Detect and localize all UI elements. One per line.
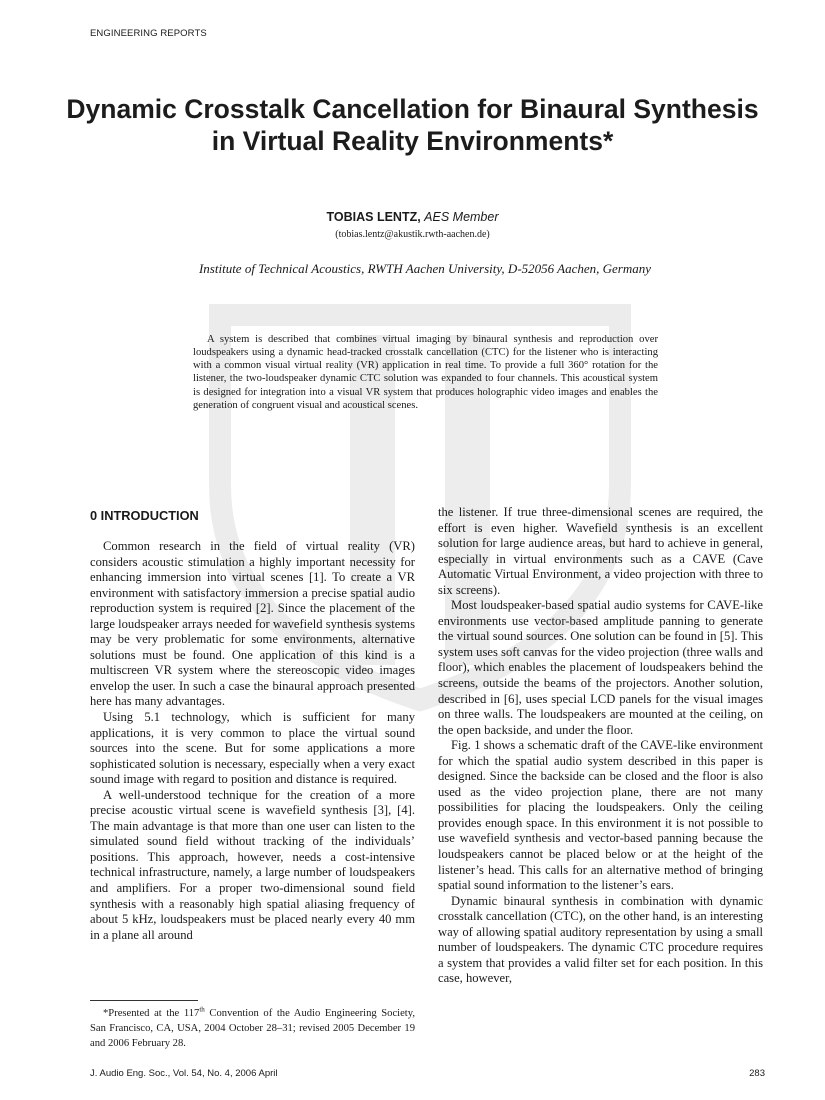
paper-title: Dynamic Crosstalk Cancellation for Binaural Synthesis in Virtual Reality Environments* bbox=[66, 94, 759, 156]
paragraph: Common research in the field of virtual reality (VR) considers acoustic stimulation a highly important necessity for enhancing immersion into virtual scenes [1]. To create a VR environment with satisfactory immersion a precise spatial audio reproduction system is required [2]. Since the placement of the large loudspeaker arrays needed for wavefield synthesis systems may be very problematic for some environments, alternative solutions must be found. One application of this kind is a multiscreen VR system where the stereoscopic video images envelop the user. In such a case the binaural approach presented here has many advantages. bbox=[90, 539, 415, 709]
right-column bbox=[438, 505, 763, 987]
paragraph: A well-understood technique for the creation of a more precise acoustic virtual scene is wavefield synthesis [3], [4]. The main advantage is that more than one user can listen to the simulated sound field without tracking of the individuals’ positions. This approach, however, needs a cost-intensive technical infrastructure, namely, a large number of loudspeakers and amplifiers. For a proper two-dimensional sound field synthesis with a reasonably high spatial aliasing frequency of about 5 kHz, loudspeakers must be placed nearly every 40 mm in a plane all around bbox=[90, 787, 415, 942]
paragraph: Dynamic binaural synthesis in combination with dynamic crosstalk cancellation (CTC), on the other hand, is an interesting way of allowing spatial auditory representation by using a small number of loudspeakers. The dynamic CTC procedure requires a system that provides a valid filter set for each position. In this case, however, bbox=[438, 893, 763, 986]
paragraph: Fig. 1 shows a schematic draft of the CAVE-like environment for which the spatial audio system described in this paper is designed. Since the backside can be closed and the floor is also used as the video projection plane, there are not many possibilities for placing the loudspeakers. Only the ceiling provides enough space. In this environment it is not possible to use wavefield synthesis and vector-based panning because the loudspeakers cannot be placed below or at the height of the listener’s head. This calls for an alternative method of bringing spatial sound information to the listener’s ears. bbox=[438, 738, 763, 893]
running-head: ENGINEERING REPORTS bbox=[90, 28, 207, 39]
left-column bbox=[90, 507, 415, 943]
footnote bbox=[90, 1006, 415, 1052]
journal-reference: J. Audio Eng. Soc., Vol. 54, No. 4, 2006 April bbox=[90, 1068, 278, 1079]
footnote-text: Convention of the Audio Engineering Society, San Francisco, CA, USA, 2004 October 28–31; revised 2005 December 19 and 2006 February 28. bbox=[90, 1008, 415, 1050]
author-name: TOBIAS LENTZ, bbox=[326, 210, 421, 224]
author-email: (tobias.lentz@akustik.rwth-aachen.de) bbox=[335, 229, 490, 240]
paragraph: Using 5.1 technology, which is sufficient for many applications, it is very common to place the virtual sound sources into the scene. But for some applications a more sophisticated solution is necessary, especially when a very exact sound image with regard to position and distance is required. bbox=[90, 710, 415, 787]
footnote-rule bbox=[90, 1000, 198, 1001]
section-heading: 0 INTRODUCTION bbox=[90, 508, 199, 523]
abstract: A system is described that combines virtual imaging by binaural synthesis and reproduction over loudspeakers using a dynamic head-tracked crosstalk cancellation (CTC) for the listener who is interacting with a common visual virtual reality (VR) application in real time. To provide a full 360° rotation for the listener, the two-loudspeaker dynamic CTC solution was expanded to four channels. This acoustical system is designed for integration into a visual VR system that produces holographic video images and enables the generation of congruent visual and acoustical scenes. bbox=[193, 334, 658, 411]
author-role: AES Member bbox=[424, 210, 499, 224]
author-line bbox=[0, 210, 825, 224]
paragraph: Most loudspeaker-based spatial audio systems for CAVE-like environments use vector-based amplitude panning to generate the virtual sound sources. One solution can be found in [5]. This system uses soft canvas for the video projection (three walls and floor), which enables the placement of loudspeakers behind the screens, outside the beams of the projectors. Another solution, described in [6], uses special LCD panels for the visual images on three walls. The loudspeakers are mounted at the ceiling, on the open backside, and under the floor. bbox=[438, 598, 763, 737]
page-number: 283 bbox=[749, 1068, 765, 1079]
affiliation: Institute of Technical Acoustics, RWTH Aachen University, D-52056 Aachen, Germany bbox=[198, 261, 652, 276]
footnote-marker: *Presented at the 117 bbox=[103, 1008, 200, 1019]
footnote-superscript: th bbox=[199, 1005, 205, 1014]
paragraph: the listener. If true three-dimensional scenes are required, the effort is even higher. Wavefield synthesis is an excellent solution for large audience areas, but hard to achieve in general, especially in virtual environments such as a CAVE (Cave Automatic Virtual Environment, a video projection with three to six screens). bbox=[438, 505, 763, 597]
